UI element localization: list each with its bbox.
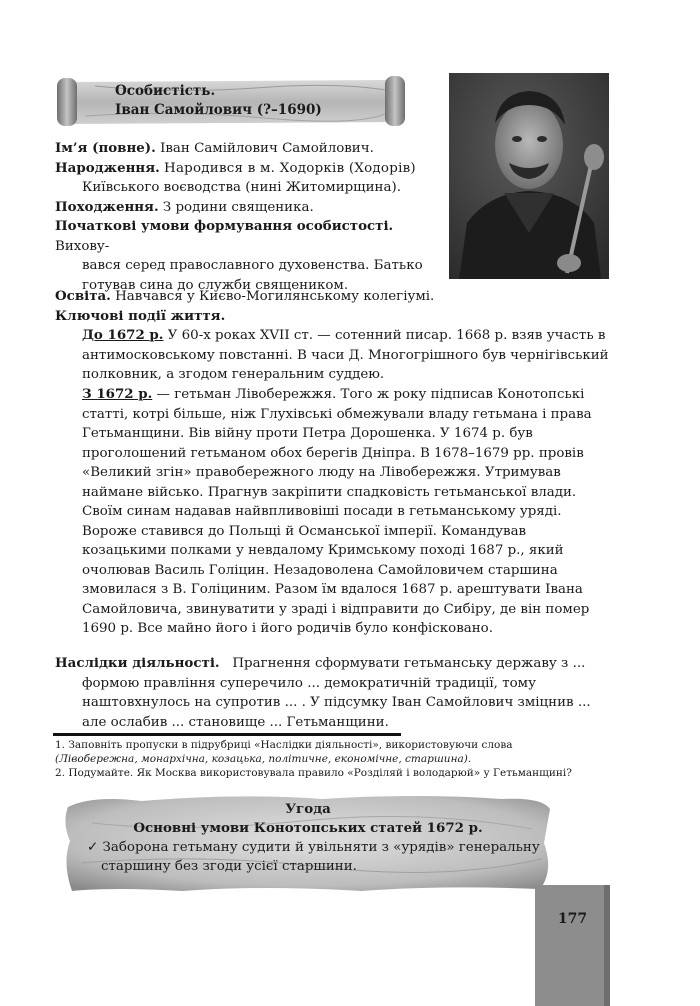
events-before-line-3: полковник, а згодом генеральним суддею. (82, 367, 385, 382)
consequences-label: Наслідки діяльності. (55, 655, 220, 671)
bio-name-label: Ім’я (повне). (55, 140, 156, 156)
events-from-line: змовилася з В. Голіциним. Разом їм вдалося 1687 р. арештувати Івана (82, 582, 583, 597)
events-from-line: наймане військо. Прагнув закріпити спадковість гетьманської влади. (82, 484, 577, 500)
consequences-line-1 (55, 654, 615, 674)
bio-education (55, 287, 615, 307)
events-from-label: З 1672 р. (82, 386, 153, 402)
events-from-line: «Великий згін» правобережного люду на Лівобережжя. Утримував (82, 465, 561, 480)
page-number-block (535, 885, 610, 1006)
bio-birth-cont: Київського воєводства (нині Житомирщина). (82, 180, 401, 195)
events-before-line-2: антимосковському повстанні. В часи Д. Многогрішного був чернігівський (82, 347, 609, 363)
events-before-text-1: У 60-х роках XVII ст. — сотенний писар. 1668 р. взяв участь в (167, 328, 606, 343)
bio-name-value: Іван Самійлович Самойлович. (160, 141, 374, 156)
agreement-item (76, 838, 542, 857)
events-from-line: Гетьманщини. Вів війну проти Петра Дорошенка. У 1674 р. був (82, 426, 533, 441)
bio-education-label: Освіта. (55, 288, 111, 304)
bio-conditions-cont-1: вався серед православного духовенства. Батько (82, 258, 423, 273)
events-from-line: Самойловича, звинуватити у зраді і відправити до Сибіру, де він помер (82, 601, 590, 617)
events-from-line: козацькими полками у невдалому Кримському поході 1687 р., який (82, 543, 564, 558)
footnotes (55, 738, 615, 780)
events-from-line: статті, котрі більше, ніж Глухівські обмежували владу гетьмана і права (82, 406, 592, 422)
events-from-line: проголошений гетьманом обох берегів Дніпра. В 1678–1679 рр. провів (82, 445, 584, 461)
footnote-divider (53, 733, 401, 736)
section-header-text (115, 82, 322, 120)
agreement-item-line-2: старшину без згоди усієї старшини. (101, 859, 357, 874)
footnote-question-1: 1. Заповніть пропуски в підрубриці «Наслідки діяльності», використовуючи слова (55, 739, 513, 751)
events-from-1672 (82, 385, 615, 639)
bio-conditions-cont-2: готував сина до служби священиком. (82, 277, 349, 293)
agreement-content (62, 800, 554, 876)
bio-birth (55, 159, 450, 179)
bio-conditions-label: Початкові умови формування особистості. (55, 218, 394, 234)
consequences-first-line: Прагнення сформувати гетьманську державу з ... (232, 656, 586, 671)
events-before-1672 (82, 326, 615, 385)
events-from-line: Своїм синам надавав найвпливовіші посади в гетьманському уряді. (82, 504, 562, 519)
check-icon: ✓ (87, 840, 99, 855)
consequences-line: але ослабив ... становище ... Гетьманщини. (82, 714, 389, 730)
agreement-title: Угода (285, 801, 331, 817)
bio-conditions (55, 217, 450, 256)
biography-block (55, 139, 450, 295)
bio-conditions-value-1: Вихову- (55, 238, 110, 254)
bio-origin (55, 198, 450, 218)
education-block (55, 287, 615, 326)
portrait-image (449, 73, 609, 279)
agreement-box (62, 793, 554, 893)
events-from-line: очолював Василь Голіцин. Незадоволена Самойловичем старшина (82, 562, 558, 578)
page-number: 177 (557, 911, 588, 927)
bio-education-value: Навчався у Києво-Могилянському колегіумі. (115, 289, 435, 304)
bio-birth-value-1: Народився в м. Ходорків (Ходорів) (164, 160, 416, 176)
consequences-line: наштовхнулось на супротив ... . У підсумку Іван Самойлович зміцнив ... (82, 695, 591, 710)
bio-events-label: Ключові події життя. (55, 307, 226, 324)
bio-origin-label: Походження. (55, 198, 159, 215)
bio-birth-label: Народження. (55, 159, 160, 176)
bio-name (55, 139, 450, 159)
bio-origin-value: З родини священика. (162, 199, 314, 215)
events-from-line-1 (82, 385, 615, 405)
consequences-block (55, 654, 615, 732)
page-edge-strip (604, 885, 610, 1006)
agreement-subtitle: Основні умови Конотопських статей 1672 р. (133, 820, 483, 836)
header-line1: Особистість. (115, 83, 216, 99)
events-before-label: До 1672 р. (82, 327, 164, 343)
events-from-line: 1690 р. Все майно його і його родичів було конфісковано. (82, 621, 494, 636)
section-header-scroll (55, 76, 407, 128)
events-from-text-1: — гетьман Лівобережжя. Того ж року підписав Конотопські (156, 387, 585, 402)
footnote-question-1-words: (Лівобережна, монархічна, козацька, політичне, економічне, старшина). (55, 753, 472, 765)
consequences-line: формою правління суперечило ... демократичній традиції, тому (82, 675, 536, 691)
events-from-line: Вороже ставився до Польщі й Османської імперії. Командував (82, 523, 527, 539)
header-line2: Іван Самойлович (?–1690) (115, 102, 322, 118)
agreement-item-line-1: Заборона гетьману судити й увільняти з «урядів» генеральну (102, 840, 540, 855)
footnote-question-2: 2. Подумайте. Як Москва використовувала правило «Розділяй і володарюй» у Гетьманщині? (55, 767, 572, 779)
events-before-line-1 (82, 326, 615, 346)
